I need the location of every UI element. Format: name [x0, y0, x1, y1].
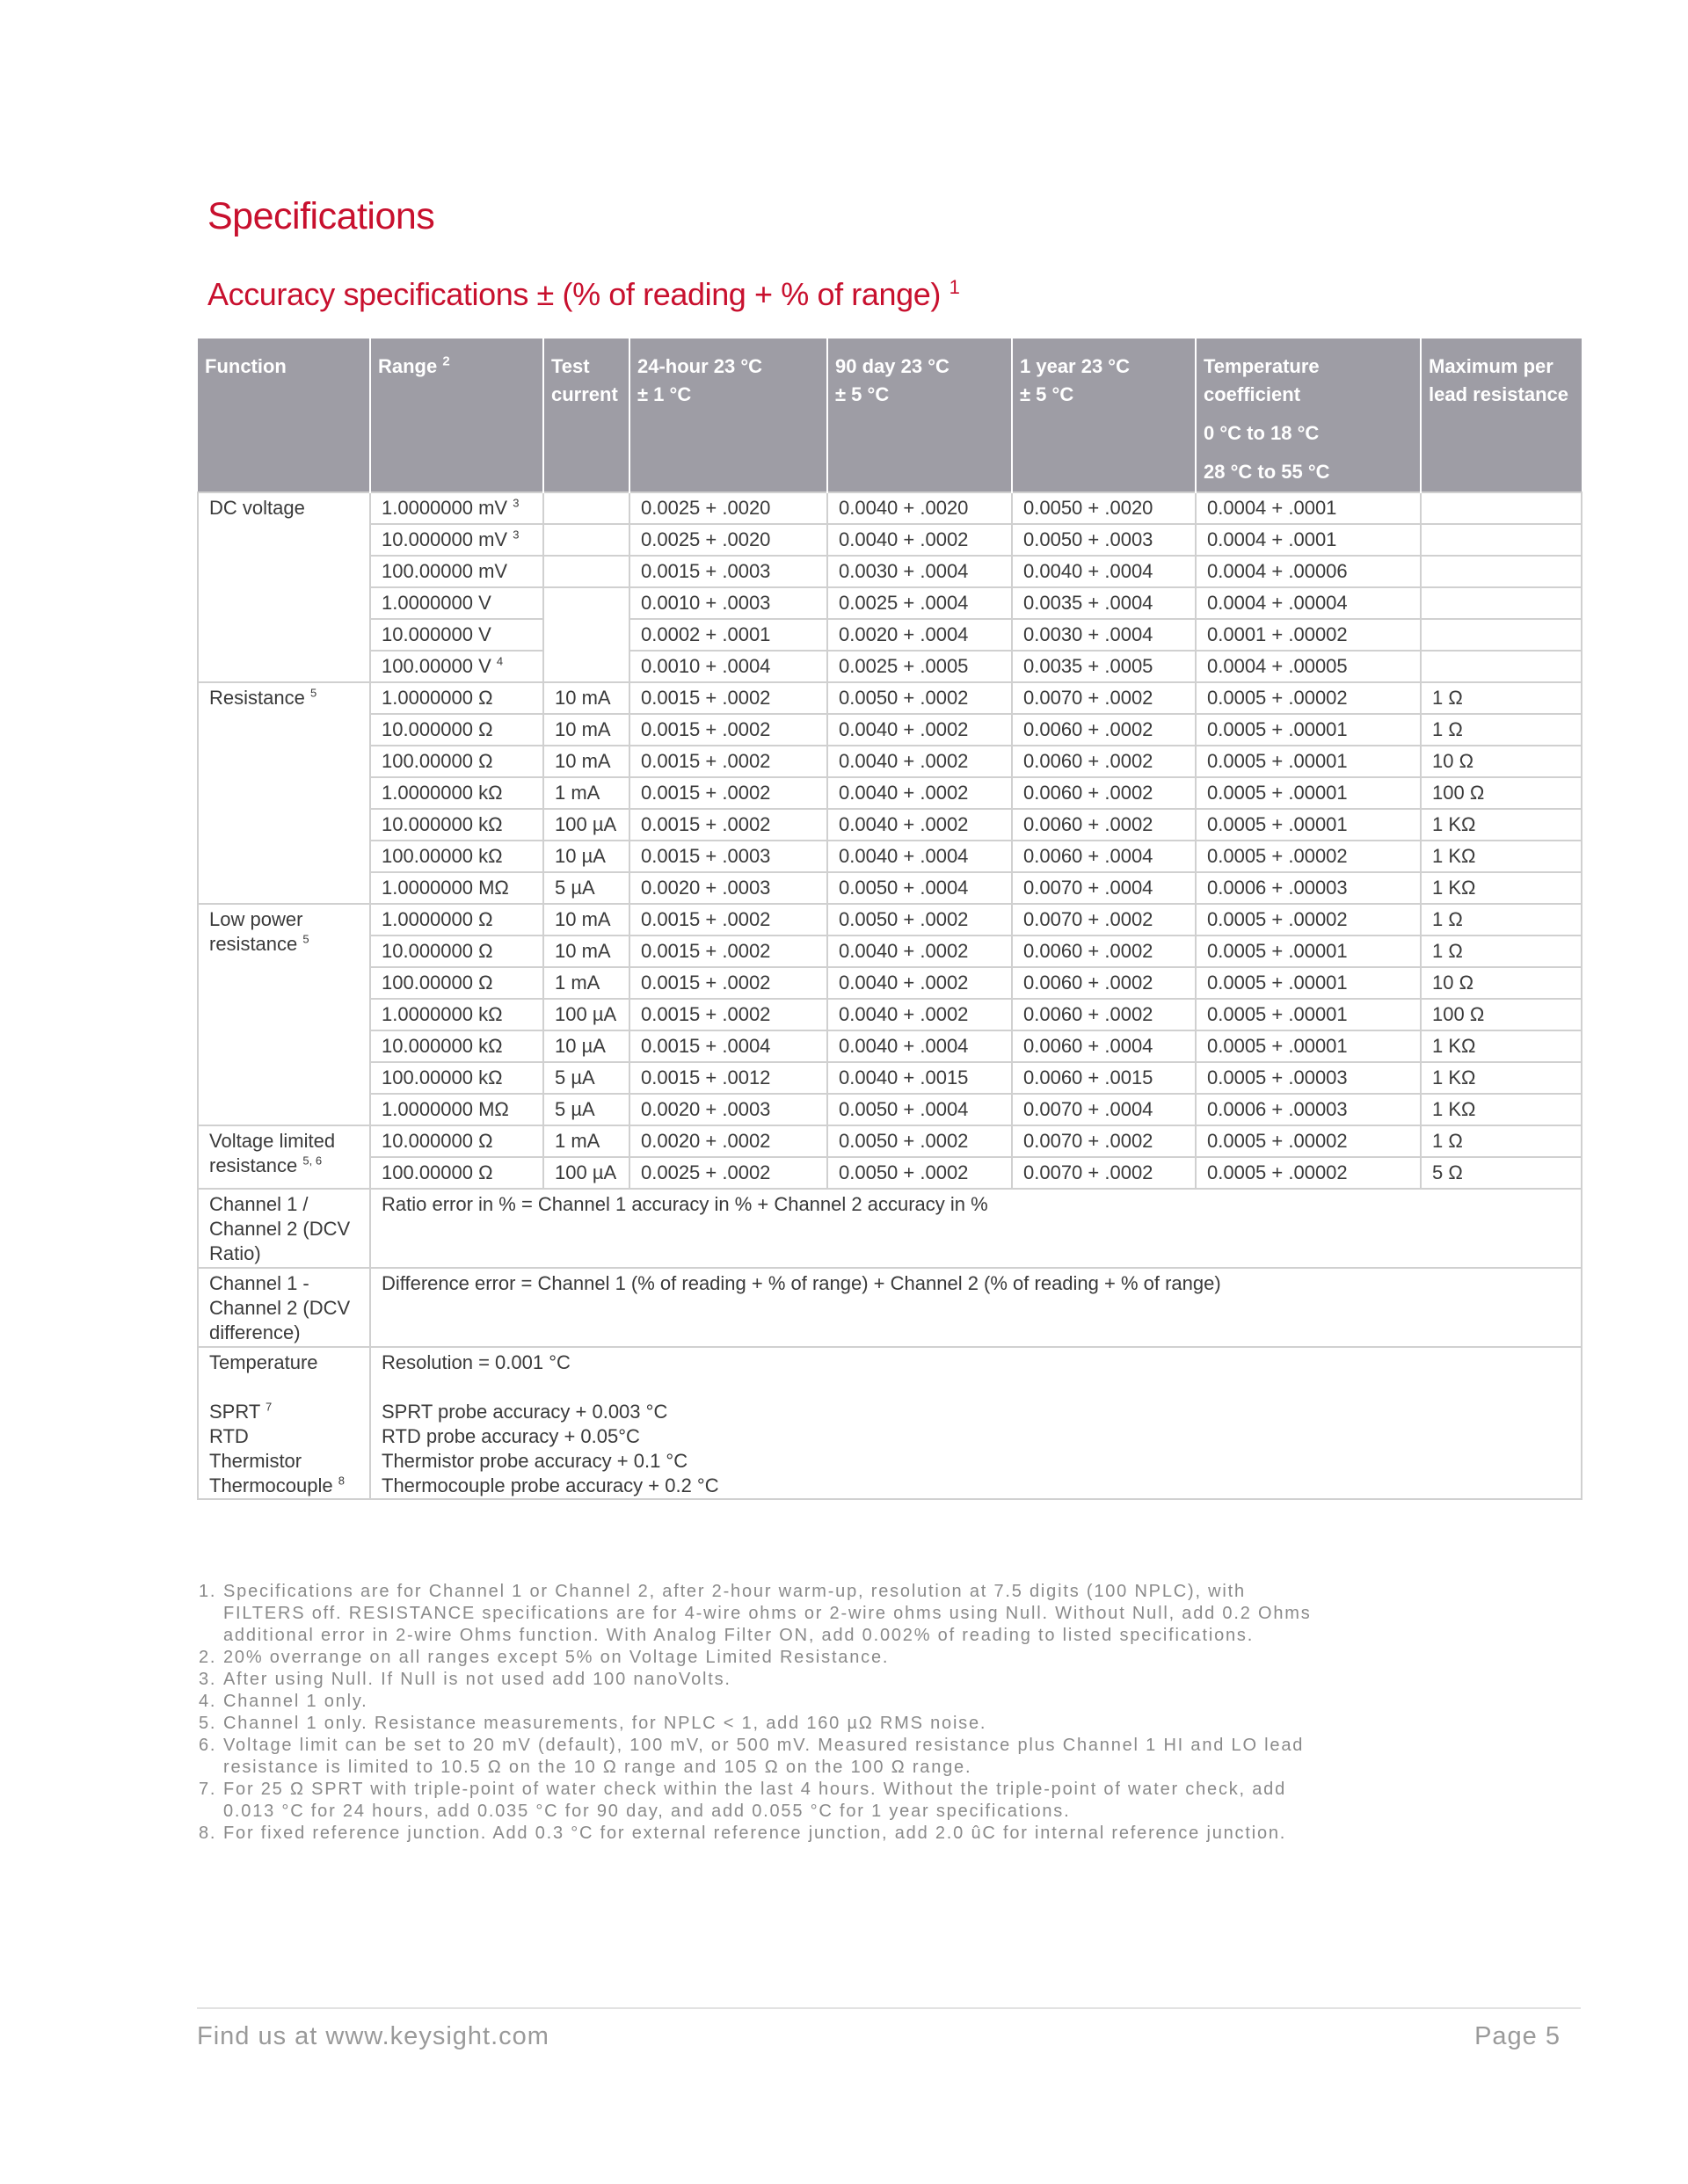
accuracy-90-day-cell: 0.0025 + .0005 [827, 651, 1012, 682]
max-lead-resistance-cell [1421, 587, 1582, 619]
header-90-day: 90 day 23 °C ± 5 °C [827, 339, 1012, 492]
test-current-cell: 5 µA [543, 1062, 629, 1094]
temperature-coefficient-cell: 0.0005 + .00001 [1196, 999, 1421, 1030]
max-lead-resistance-cell: 100 Ω [1421, 999, 1582, 1030]
table-row [198, 1125, 1582, 1157]
accuracy-90-day-cell: 0.0040 + .0002 [827, 967, 1012, 999]
accuracy-90-day-cell: 0.0040 + .0002 [827, 999, 1012, 1030]
accuracy-90-day-cell: 0.0040 + .0002 [827, 809, 1012, 841]
accuracy-90-day-cell: 0.0040 + .0004 [827, 1030, 1012, 1062]
accuracy-90-day-cell: 0.0050 + .0002 [827, 1125, 1012, 1157]
max-lead-resistance-cell: 1 KΩ [1421, 1062, 1582, 1094]
difference-label: Channel 1 - Channel 2 (DCV difference) [198, 1268, 370, 1347]
max-lead-resistance-cell: 1 Ω [1421, 935, 1582, 967]
temperature-coefficient-cell: 0.0005 + .00002 [1196, 1157, 1421, 1189]
max-lead-resistance-cell: 1 Ω [1421, 904, 1582, 935]
footnote-item [199, 1735, 1605, 1779]
test-current-cell: 10 mA [543, 714, 629, 746]
footnote-number: 7. [199, 1780, 217, 1799]
test-current-cell [543, 556, 629, 587]
range-cell: 10.000000 mV $^3$ [370, 524, 543, 556]
footnote-line: Voltage limit can be set to 20 mV (default), 100 mV, or 500 mV. Measured resistance plus Channel 1 HI and LO lead [223, 1736, 1305, 1755]
accuracy-90-day-cell: 0.0040 + .0002 [827, 524, 1012, 556]
max-lead-resistance-cell: 1 KΩ [1421, 1094, 1582, 1125]
accuracy-1-year-cell: 0.0030 + .0004 [1012, 619, 1196, 651]
footnote-text [223, 1669, 731, 1691]
footnote-number: 6. [199, 1736, 217, 1755]
temperature-coefficient-cell: 0.0006 + .00003 [1196, 1094, 1421, 1125]
table-row [198, 714, 1582, 746]
accuracy-24-hour-cell: 0.0015 + .0002 [629, 999, 827, 1030]
footnotes [199, 1581, 1605, 1845]
function-cell: Low power resistance $^5$ [198, 904, 370, 1125]
footnote-line: resistance is limited to 10.5 Ω on the 10 Ω range and 105 Ω on the 100 Ω range. [223, 1758, 972, 1777]
accuracy-90-day-cell: 0.0040 + .0004 [827, 841, 1012, 872]
max-lead-resistance-cell [1421, 556, 1582, 587]
table-row [198, 1157, 1582, 1189]
max-lead-resistance-cell: 100 Ω [1421, 777, 1582, 809]
table-row [198, 777, 1582, 809]
accuracy-24-hour-cell: 0.0010 + .0003 [629, 587, 827, 619]
footnote-number: 3. [199, 1670, 217, 1689]
temperature-coefficient-cell: 0.0005 + .00001 [1196, 809, 1421, 841]
accuracy-24-hour-cell: 0.0020 + .0003 [629, 1094, 827, 1125]
accuracy-90-day-cell: 0.0050 + .0002 [827, 1157, 1012, 1189]
max-lead-resistance-cell: 1 Ω [1421, 682, 1582, 714]
accuracy-24-hour-cell: 0.0015 + .0003 [629, 556, 827, 587]
footnote-line: Channel 1 only. [223, 1692, 368, 1711]
page-subtitle: Accuracy specifications ± (% of reading + % of range) $^1$ [207, 276, 960, 312]
footer-divider [197, 2007, 1581, 2009]
footnote-line: FILTERS off. RESISTANCE specifications are for 4-wire ohms or 2-wire ohms using Null. Without Null, add 0.2 Ohms [223, 1604, 1312, 1623]
max-lead-resistance-cell: 10 Ω [1421, 967, 1582, 999]
accuracy-1-year-cell: 0.0070 + .0002 [1012, 1125, 1196, 1157]
accuracy-90-day-cell: 0.0025 + .0004 [827, 587, 1012, 619]
footnote-line: 0.013 °C for 24 hours, add 0.035 °C for 90 day, and add 0.055 °C for 1 year specifications. [223, 1802, 1071, 1821]
max-lead-resistance-cell: 1 KΩ [1421, 1030, 1582, 1062]
accuracy-24-hour-cell: 0.0015 + .0003 [629, 841, 827, 872]
accuracy-24-hour-cell: 0.0015 + .0002 [629, 777, 827, 809]
temperature-coefficient-cell: 0.0005 + .00001 [1196, 777, 1421, 809]
accuracy-1-year-cell: 0.0060 + .0004 [1012, 1030, 1196, 1062]
footnote-line: Channel 1 only. Resistance measurements, for NPLC < 1, add 160 µΩ RMS noise. [223, 1714, 987, 1733]
footnote-item [199, 1713, 1605, 1735]
range-cell: 1.0000000 V [370, 587, 543, 619]
temperature-text: Resolution = 0.001 °C SPRT probe accuracy + 0.003 °C RTD probe accuracy + 0.05°C Thermistor probe accuracy + 0.1 °C Thermocouple probe accuracy + 0.2 °C [370, 1347, 1582, 1499]
accuracy-24-hour-cell: 0.0015 + .0002 [629, 746, 827, 777]
difference-text: Difference error = Channel 1 (% of reading + % of range) + Channel 2 (% of reading + % of range) [370, 1268, 1582, 1347]
footer-website: Find us at www.keysight.com [197, 2022, 549, 2050]
temperature-coefficient-cell: 0.0004 + .0001 [1196, 524, 1421, 556]
temperature-coefficient-cell: 0.0005 + .00002 [1196, 841, 1421, 872]
accuracy-24-hour-cell: 0.0015 + .0002 [629, 714, 827, 746]
max-lead-resistance-cell [1421, 492, 1582, 524]
footnote-line: 20% overrange on all ranges except 5% on Voltage Limited Resistance. [223, 1648, 890, 1667]
function-cell: DC voltage [198, 492, 370, 682]
temperature-row [198, 1347, 1582, 1499]
accuracy-1-year-cell: 0.0060 + .0002 [1012, 777, 1196, 809]
accuracy-90-day-cell: 0.0040 + .0002 [827, 746, 1012, 777]
max-lead-resistance-cell: 10 Ω [1421, 746, 1582, 777]
footnote-text [223, 1713, 986, 1735]
table-header-row [198, 339, 1582, 492]
accuracy-1-year-cell: 0.0060 + .0002 [1012, 714, 1196, 746]
footnote-number: 5. [199, 1714, 217, 1733]
accuracy-1-year-cell: 0.0070 + .0002 [1012, 904, 1196, 935]
max-lead-resistance-cell: 1 KΩ [1421, 841, 1582, 872]
temperature-coefficient-cell: 0.0004 + .00005 [1196, 651, 1421, 682]
footnote-text [223, 1779, 1286, 1823]
table-row [198, 746, 1582, 777]
page-number: Page 5 [1474, 2022, 1561, 2050]
temperature-coefficient-cell: 0.0005 + .00001 [1196, 746, 1421, 777]
test-current-cell: 100 µA [543, 809, 629, 841]
footnote-line: Specifications are for Channel 1 or Channel 2, after 2-hour warm-up, resolution at 7.5 digits (100 NPLC), with [223, 1582, 1246, 1601]
accuracy-90-day-cell: 0.0040 + .0002 [827, 935, 1012, 967]
accuracy-24-hour-cell: 0.0020 + .0003 [629, 872, 827, 904]
max-lead-resistance-cell: 1 KΩ [1421, 872, 1582, 904]
accuracy-90-day-cell: 0.0020 + .0004 [827, 619, 1012, 651]
accuracy-90-day-cell: 0.0040 + .0002 [827, 777, 1012, 809]
temperature-coefficient-cell: 0.0005 + .00002 [1196, 1125, 1421, 1157]
accuracy-1-year-cell: 0.0050 + .0020 [1012, 492, 1196, 524]
accuracy-1-year-cell: 0.0070 + .0004 [1012, 872, 1196, 904]
table-row [198, 587, 1582, 619]
test-current-cell: 100 µA [543, 1157, 629, 1189]
accuracy-1-year-cell: 0.0060 + .0004 [1012, 841, 1196, 872]
temperature-coefficient-cell: 0.0005 + .00001 [1196, 935, 1421, 967]
temperature-coefficient-cell: 0.0004 + .00004 [1196, 587, 1421, 619]
footnote-item [199, 1647, 1605, 1669]
accuracy-24-hour-cell: 0.0025 + .0002 [629, 1157, 827, 1189]
accuracy-1-year-cell: 0.0040 + .0004 [1012, 556, 1196, 587]
range-cell: 100.00000 Ω [370, 1157, 543, 1189]
footnote-text [223, 1647, 889, 1669]
range-cell: 10.000000 Ω [370, 935, 543, 967]
footnote-text [223, 1735, 1304, 1779]
test-current-cell: 5 µA [543, 872, 629, 904]
table-row [198, 524, 1582, 556]
temperature-coefficient-cell: 0.0004 + .00006 [1196, 556, 1421, 587]
header-24-hour: 24-hour 23 °C ± 1 °C [629, 339, 827, 492]
max-lead-resistance-cell [1421, 619, 1582, 651]
footnote-text [223, 1581, 1312, 1647]
header-1-year: 1 year 23 °C ± 5 °C [1012, 339, 1196, 492]
table-row [198, 935, 1582, 967]
test-current-cell: 10 mA [543, 682, 629, 714]
temperature-coefficient-cell: 0.0005 + .00001 [1196, 1030, 1421, 1062]
table-row [198, 619, 1582, 651]
accuracy-90-day-cell: 0.0050 + .0004 [827, 1094, 1012, 1125]
temperature-coefficient-cell: 0.0005 + .00003 [1196, 1062, 1421, 1094]
range-cell: 100.00000 kΩ [370, 841, 543, 872]
temperature-coefficient-cell: 0.0004 + .0001 [1196, 492, 1421, 524]
accuracy-1-year-cell: 0.0060 + .0002 [1012, 746, 1196, 777]
ratio-row [198, 1189, 1582, 1268]
accuracy-1-year-cell: 0.0070 + .0002 [1012, 1157, 1196, 1189]
temperature-coefficient-cell: 0.0005 + .00001 [1196, 714, 1421, 746]
test-current-cell: 10 µA [543, 841, 629, 872]
range-cell: 10.000000 Ω [370, 714, 543, 746]
range-cell: 1.0000000 MΩ [370, 872, 543, 904]
footnote-line: After using Null. If Null is not used add 100 nanoVolts. [223, 1670, 731, 1689]
footnote-item [199, 1581, 1605, 1647]
accuracy-24-hour-cell: 0.0025 + .0020 [629, 524, 827, 556]
table-row [198, 492, 1582, 524]
test-current-cell: 1 mA [543, 1125, 629, 1157]
range-cell: 100.00000 mV [370, 556, 543, 587]
accuracy-1-year-cell: 0.0070 + .0002 [1012, 682, 1196, 714]
accuracy-1-year-cell: 0.0060 + .0002 [1012, 935, 1196, 967]
temperature-coefficient-cell: 0.0005 + .00002 [1196, 904, 1421, 935]
function-cell: Resistance $^5$ [198, 682, 370, 904]
range-cell: 10.000000 Ω [370, 1125, 543, 1157]
accuracy-24-hour-cell: 0.0015 + .0012 [629, 1062, 827, 1094]
accuracy-90-day-cell: 0.0040 + .0015 [827, 1062, 1012, 1094]
footnote-item [199, 1823, 1605, 1845]
header-test-current: Test current [543, 339, 629, 492]
range-cell: 100.00000 Ω [370, 967, 543, 999]
footnote-number: 2. [199, 1648, 217, 1667]
difference-row [198, 1268, 1582, 1347]
footnote-number: 4. [199, 1692, 217, 1711]
ratio-text: Ratio error in % = Channel 1 accuracy in % + Channel 2 accuracy in % [370, 1189, 1582, 1268]
table-row [198, 1094, 1582, 1125]
temperature-coefficient-cell: 0.0001 + .00002 [1196, 619, 1421, 651]
footnote-text [223, 1823, 1286, 1845]
accuracy-90-day-cell: 0.0040 + .0002 [827, 714, 1012, 746]
table-row [198, 1062, 1582, 1094]
accuracy-1-year-cell: 0.0060 + .0002 [1012, 967, 1196, 999]
range-cell: 100.00000 Ω [370, 746, 543, 777]
range-cell: 1.0000000 MΩ [370, 1094, 543, 1125]
test-current-cell: 1 mA [543, 777, 629, 809]
temperature-coefficient-cell: 0.0005 + .00001 [1196, 967, 1421, 999]
max-lead-resistance-cell: 1 Ω [1421, 1125, 1582, 1157]
range-cell: 100.00000 kΩ [370, 1062, 543, 1094]
accuracy-1-year-cell: 0.0060 + .0002 [1012, 999, 1196, 1030]
accuracy-90-day-cell: 0.0050 + .0002 [827, 682, 1012, 714]
table-row [198, 841, 1582, 872]
footnote-line: For 25 Ω SPRT with triple-point of water check within the last 4 hours. Without the triple-point of water check, add [223, 1780, 1287, 1799]
footnote-text [223, 1691, 368, 1713]
header-function: Function [198, 339, 370, 492]
max-lead-resistance-cell [1421, 651, 1582, 682]
accuracy-24-hour-cell: 0.0015 + .0002 [629, 967, 827, 999]
range-cell: 100.00000 V $^4$ [370, 651, 543, 682]
test-current-cell: 10 mA [543, 746, 629, 777]
range-cell: 10.000000 kΩ [370, 809, 543, 841]
accuracy-90-day-cell: 0.0050 + .0002 [827, 904, 1012, 935]
range-cell: 10.000000 kΩ [370, 1030, 543, 1062]
accuracy-90-day-cell: 0.0040 + .0020 [827, 492, 1012, 524]
table-row [198, 556, 1582, 587]
max-lead-resistance-cell [1421, 524, 1582, 556]
footnote-line: additional error in 2-wire Ohms function. With Analog Filter ON, add 0.002% of reading to listed specifications. [223, 1626, 1255, 1645]
accuracy-1-year-cell: 0.0035 + .0004 [1012, 587, 1196, 619]
footnote-number: 8. [199, 1824, 217, 1843]
accuracy-1-year-cell: 0.0035 + .0005 [1012, 651, 1196, 682]
range-cell: 1.0000000 Ω [370, 682, 543, 714]
footnote-number: 1. [199, 1582, 217, 1601]
accuracy-24-hour-cell: 0.0015 + .0002 [629, 682, 827, 714]
temperature-label: Temperature SPRT $^7$ RTD Thermistor Thermocouple $^8$ [198, 1347, 370, 1499]
test-current-cell: 100 µA [543, 999, 629, 1030]
accuracy-24-hour-cell: 0.0015 + .0002 [629, 904, 827, 935]
range-cell: 10.000000 V [370, 619, 543, 651]
test-current-cell: 5 µA [543, 1094, 629, 1125]
accuracy-24-hour-cell: 0.0020 + .0002 [629, 1125, 827, 1157]
max-lead-resistance-cell: 1 Ω [1421, 714, 1582, 746]
table-row [198, 809, 1582, 841]
test-current-cell: 10 mA [543, 904, 629, 935]
accuracy-24-hour-cell: 0.0010 + .0004 [629, 651, 827, 682]
accuracy-90-day-cell: 0.0050 + .0004 [827, 872, 1012, 904]
accuracy-90-day-cell: 0.0030 + .0004 [827, 556, 1012, 587]
table-row [198, 872, 1582, 904]
table-row [198, 967, 1582, 999]
accuracy-24-hour-cell: 0.0015 + .0002 [629, 809, 827, 841]
test-current-cell [543, 492, 629, 524]
accuracy-24-hour-cell: 0.0015 + .0002 [629, 935, 827, 967]
function-cell: Voltage limited resistance $^{5, 6}$ [198, 1125, 370, 1189]
accuracy-24-hour-cell: 0.0002 + .0001 [629, 619, 827, 651]
range-cell: 1.0000000 kΩ [370, 999, 543, 1030]
accuracy-1-year-cell: 0.0060 + .0002 [1012, 809, 1196, 841]
accuracy-1-year-cell: 0.0050 + .0003 [1012, 524, 1196, 556]
range-cell: 1.0000000 Ω [370, 904, 543, 935]
table-row [198, 682, 1582, 714]
header-max-lead-resistance: Maximum per lead resistance [1421, 339, 1582, 492]
range-cell: 1.0000000 kΩ [370, 777, 543, 809]
accuracy-spec-table [197, 339, 1582, 1500]
footnote-item [199, 1669, 1605, 1691]
max-lead-resistance-cell: 1 KΩ [1421, 809, 1582, 841]
test-current-cell: 10 µA [543, 1030, 629, 1062]
header-range: Range $^2$ [370, 339, 543, 492]
table-row [198, 651, 1582, 682]
table-row [198, 904, 1582, 935]
range-cell: 1.0000000 mV $^3$ [370, 492, 543, 524]
accuracy-24-hour-cell: 0.0015 + .0004 [629, 1030, 827, 1062]
table-row [198, 1030, 1582, 1062]
footnote-line: For fixed reference junction. Add 0.3 °C for external reference junction, add 2.0 ûC for internal reference junction. [223, 1824, 1287, 1843]
accuracy-24-hour-cell: 0.0025 + .0020 [629, 492, 827, 524]
temperature-coefficient-cell: 0.0005 + .00002 [1196, 682, 1421, 714]
footnote-item [199, 1691, 1605, 1713]
accuracy-1-year-cell: 0.0060 + .0015 [1012, 1062, 1196, 1094]
test-current-cell: 10 mA [543, 935, 629, 967]
footnote-item [199, 1779, 1605, 1823]
accuracy-1-year-cell: 0.0070 + .0004 [1012, 1094, 1196, 1125]
max-lead-resistance-cell: 5 Ω [1421, 1157, 1582, 1189]
page-title: Specifications [207, 195, 435, 237]
temperature-coefficient-cell: 0.0006 + .00003 [1196, 872, 1421, 904]
test-current-cell: 1 mA [543, 967, 629, 999]
ratio-label: Channel 1 / Channel 2 (DCV Ratio) [198, 1189, 370, 1268]
table-row [198, 999, 1582, 1030]
test-current-cell [543, 524, 629, 556]
header-temperature-coefficient: Temperature coefficient 0 °C to 18 °C 28 °C to 55 °C [1196, 339, 1421, 492]
test-current-cell [543, 587, 629, 682]
